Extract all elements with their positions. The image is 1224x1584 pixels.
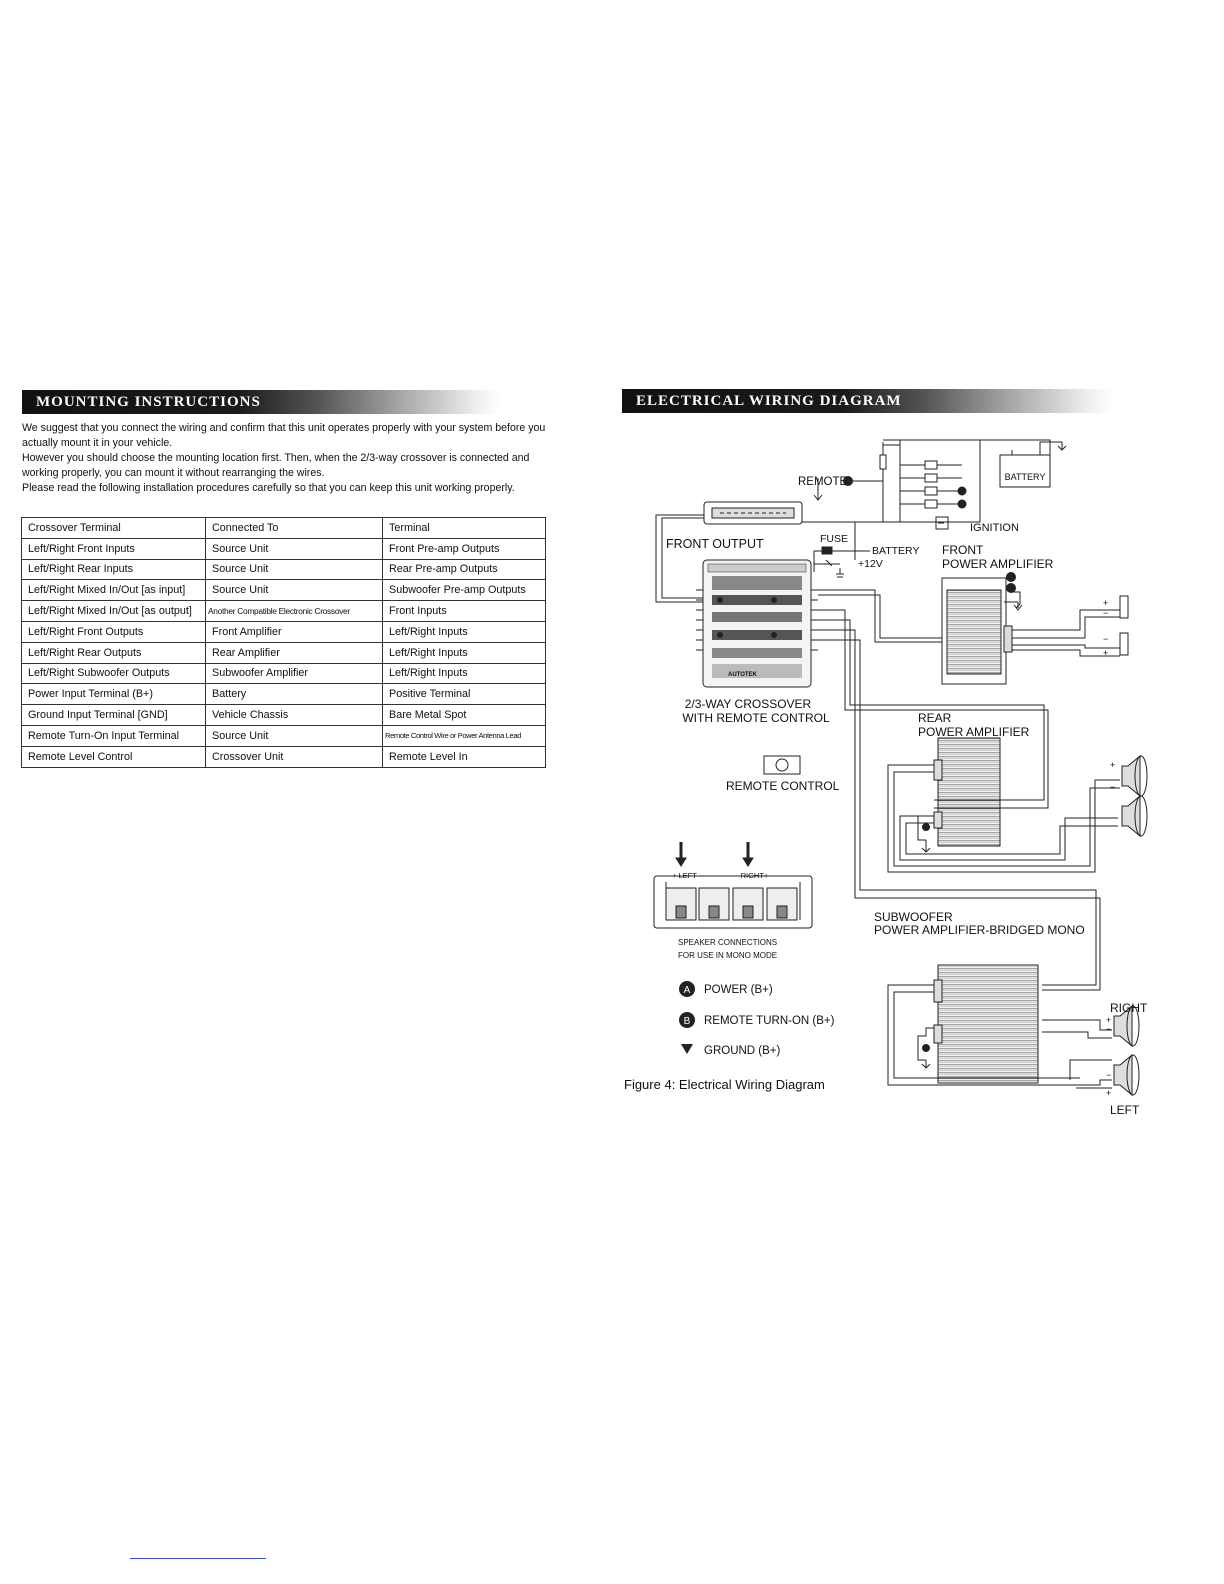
subwoofer-amp-label-2: POWER AMPLIFIER-BRIDGED MONO: [874, 923, 1085, 937]
table-cell: Another Compatible Electronic Crossover: [206, 601, 383, 622]
table-row: [22, 684, 546, 705]
left-speaker-label: LEFT: [1110, 1103, 1140, 1117]
wiring-diagram-title: ELECTRICAL WIRING DIAGRAM: [636, 392, 902, 409]
mounting-instructions-banner: [22, 390, 500, 414]
ground-marker-icon: [681, 1044, 693, 1054]
rear-amp-label-2: POWER AMPLIFIER: [918, 725, 1030, 739]
table-cell: Rear Amplifier: [206, 642, 383, 663]
table-cell: Left/Right Rear Outputs: [22, 642, 206, 663]
intro-text: [22, 421, 548, 496]
crossover-unit: [696, 560, 818, 687]
right-terminal-label: - RIGHT+: [736, 871, 769, 880]
table-header-cell: Connected To: [206, 518, 383, 539]
table-cell: Left/Right Subwoofer Outputs: [22, 663, 206, 684]
legend-remote-label: REMOTE TURN-ON (B+): [704, 1015, 835, 1027]
table-cell: Remote Level In: [383, 746, 546, 767]
autotek-logo-text: AUTOTEK: [728, 672, 757, 678]
table-row: [22, 642, 546, 663]
table-cell: Source Unit: [206, 725, 383, 746]
crossover-label-2: WITH REMOTE CONTROL: [682, 711, 830, 725]
minus-sign: −: [1110, 782, 1116, 792]
table-cell: Source Unit: [206, 559, 383, 580]
table-cell: Rear Pre-amp Outputs: [383, 559, 546, 580]
table-cell: Left/Right Front Outputs: [22, 621, 206, 642]
plus-sign: +: [1103, 598, 1109, 608]
table-row: [22, 621, 546, 642]
table-cell: Source Unit: [206, 538, 383, 559]
wiring-diagram-banner: [622, 389, 1112, 413]
power-marker-letter: A: [683, 985, 691, 996]
table-cell: Left/Right Front Inputs: [22, 538, 206, 559]
table-header-row: [22, 518, 546, 539]
table-row: [22, 580, 546, 601]
intro-paragraph-2: However you should choose the mounting location first. Then, when the 2/3-way crossover is connected and working properly, you can mount it without rearranging the wires.: [22, 452, 530, 479]
table-row: [22, 746, 546, 767]
table-cell: Remote Control Wire or Power Antenna Lead: [383, 725, 546, 746]
figure-caption: Figure 4: Electrical Wiring Diagram: [624, 1077, 825, 1092]
remote-marker-letter: B: [683, 1016, 691, 1027]
table-cell: Left/Right Inputs: [383, 663, 546, 684]
table-cell: Front Pre-amp Outputs: [383, 538, 546, 559]
table-cell: Vehicle Chassis: [206, 705, 383, 726]
table-cell: Left/Right Mixed In/Out [as output]: [22, 601, 206, 622]
legend-power-label: POWER (B+): [704, 984, 773, 996]
right-speaker-label: RIGHT: [1110, 1001, 1148, 1015]
footer-rule: [130, 1558, 266, 1559]
table-row: [22, 601, 546, 622]
crossover-terminal-table: [21, 517, 546, 768]
remote-control-label: REMOTE CONTROL: [726, 779, 840, 793]
intro-paragraph-1: We suggest that you connect the wiring and confirm that this unit operates properly with your system before you actually mount it in your vehicle.: [22, 422, 546, 449]
front-amp-label-1: FRONT: [942, 543, 984, 557]
minus-sign: −: [1106, 1024, 1112, 1034]
fuse-label: FUSE: [820, 533, 849, 545]
plus-sign: +: [1106, 1015, 1112, 1025]
table-cell: Left/Right Inputs: [383, 621, 546, 642]
crossover-label-1: 2/3-WAY CROSSOVER: [684, 697, 812, 711]
mounting-instructions-title: MOUNTING INSTRUCTIONS: [36, 393, 261, 410]
intro-paragraph-3: Please read the following installation procedures carefully so that you can keep this unit working properly.: [22, 482, 515, 494]
front-output-label: FRONT OUTPUT: [666, 537, 764, 551]
battery-label: BATTERY: [872, 545, 920, 557]
table-cell: Power Input Terminal (B+): [22, 684, 206, 705]
table-cell: Battery: [206, 684, 383, 705]
plus-sign: +: [1106, 1088, 1112, 1098]
left-terminal-label: + LEFT -: [672, 871, 702, 880]
table-cell: Front Inputs: [383, 601, 546, 622]
table-cell: Ground Input Terminal [GND]: [22, 705, 206, 726]
minus-sign: −: [1106, 1070, 1112, 1080]
speaker-connections-label-2: FOR USE IN MONO MODE: [678, 951, 778, 960]
legend-ground-label: GROUND (B+): [704, 1045, 781, 1057]
table-cell: Source Unit: [206, 580, 383, 601]
table-row: [22, 559, 546, 580]
table-cell: Positive Terminal: [383, 684, 546, 705]
ignition-label: IGNITION: [970, 522, 1019, 534]
table-row: [22, 705, 546, 726]
table-cell: Bare Metal Spot: [383, 705, 546, 726]
table-cell: Remote Level Control: [22, 746, 206, 767]
table-row: [22, 725, 546, 746]
ignition-b-marker: [958, 500, 967, 509]
minus-sign: −: [1103, 634, 1109, 644]
table-cell: Remote Turn-On Input Terminal: [22, 725, 206, 746]
plus-sign: +: [1103, 648, 1109, 658]
remote-label: REMOTE: [798, 476, 848, 488]
table-cell: Subwoofer Pre-amp Outputs: [383, 580, 546, 601]
table-cell: Left/Right Rear Inputs: [22, 559, 206, 580]
table-cell: Left/Right Mixed In/Out [as input]: [22, 580, 206, 601]
table-row: [22, 663, 546, 684]
battery-box: [1000, 455, 1050, 487]
table-cell: Front Amplifier: [206, 621, 383, 642]
plus-sign: +: [1110, 760, 1116, 770]
table-cell: Crossover Unit: [206, 746, 383, 767]
table-cell: Subwoofer Amplifier: [206, 663, 383, 684]
table-header-cell: Terminal: [383, 518, 546, 539]
battery-box-label: BATTERY: [1004, 472, 1046, 482]
front-amp-label-2: POWER AMPLIFIER: [942, 557, 1054, 571]
plus-12v-label: +12V: [858, 558, 883, 570]
head-unit: [704, 502, 802, 524]
table-header-cell: Crossover Terminal: [22, 518, 206, 539]
table-cell: Left/Right Inputs: [383, 642, 546, 663]
subwoofer-amp-label-1: SUBWOOFER: [874, 910, 953, 924]
minus-sign: −: [1103, 608, 1109, 618]
table-row: [22, 538, 546, 559]
electrical-wiring-diagram: [600, 420, 1200, 1120]
speaker-connections-label-1: SPEAKER CONNECTIONS: [678, 938, 778, 947]
ignition-a-marker: [958, 487, 967, 496]
rear-amp-label-1: REAR: [918, 711, 952, 725]
